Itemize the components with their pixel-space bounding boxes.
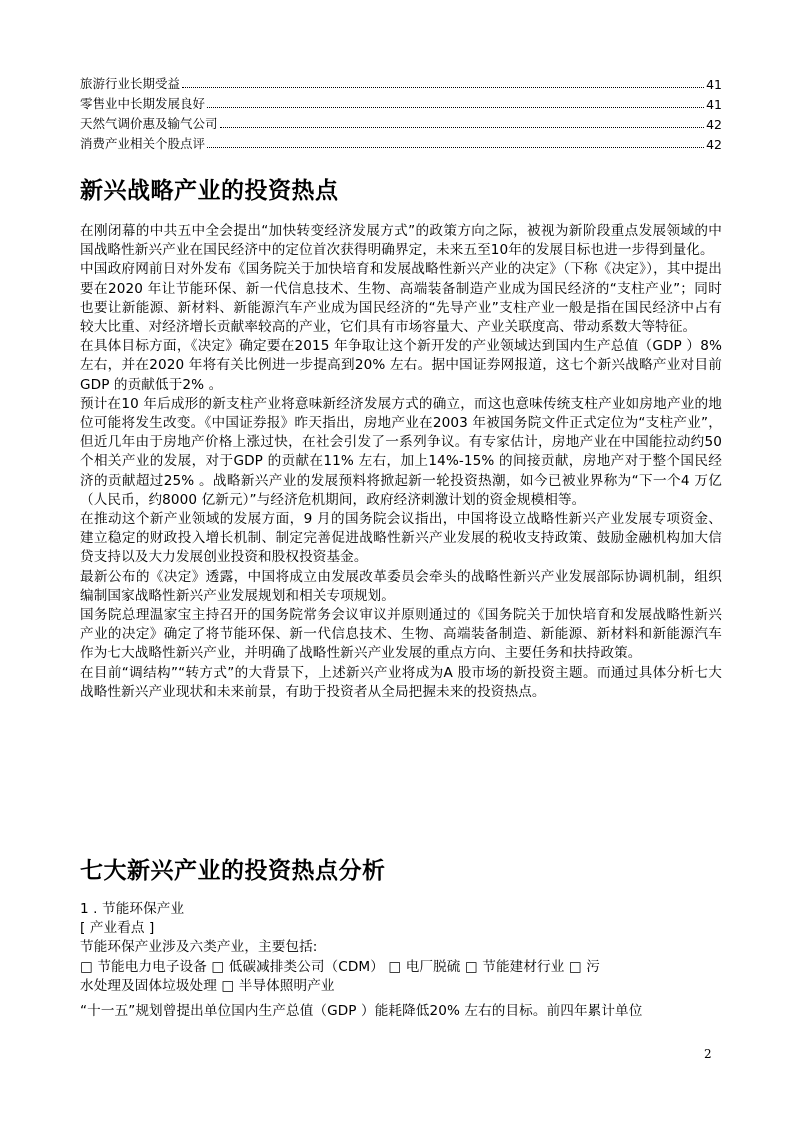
paragraph: 国务院总理温家宝主持召开的国务院常务会议审议并原则通过的《国务院关于加快培育和发展战略性新兴产业的决定》确定了将节能环保、新一代信息技术、生物、高端装备制造、新能源、新材料和新能源汽车作为七大战略性新兴产业，并明确了战略性新兴产业发展的重点方向、主要任务和扶持政策。 (80, 607, 722, 662)
table-of-contents (80, 72, 722, 152)
tag-label: [ 产业看点 ] (80, 920, 155, 937)
toc-entry-page: 42 (706, 137, 722, 152)
toc-entry-page: 41 (706, 97, 722, 112)
toc-entry-title[interactable]: 旅游行业长期受益 (80, 76, 181, 91)
section-heading-emerging-industries: 新兴战略产业的投资热点 (80, 177, 339, 204)
toc-leader-dots (220, 127, 705, 128)
toc-leader-dots (207, 147, 704, 148)
section-heading-seven-industries: 七大新兴产业的投资热点分析 (80, 857, 386, 884)
paragraph: 最新公布的《决定》透露，中国将成立由发展改革委员会牵头的战略性新兴产业发展部际协调机制，组织编制国家战略性新兴产业发展规划和相关专项规划。 (80, 568, 722, 604)
paragraph: 在推动这个新产业领域的发展方面，9 月的国务院会议指出，中国将设立战略性新兴产业发展专项资金、建立稳定的财政投入增长机制、制定完善促进战略性新兴产业发展的税收支持政策、鼓励金融机构加大信贷支持以及大力发展创业投资和股权投资基金。 (80, 511, 722, 566)
toc-entry-page: 41 (706, 77, 722, 92)
toc-entry-title[interactable]: 零售业中长期发展良好 (80, 96, 206, 111)
paragraph: 预计在10 年后成形的新支柱产业将意味新经济发展方式的确立，而这也意味传统支柱产业如房地产业的地位可能将发生改变。《中国证券报》昨天指出，房地产业在2003 年被国务院文件正式定位为“支柱产业”，但近几年由于房地产价格上涨过快，在社会引发了一系列争议。有专家估计，房地产业在中国能拉动约50 个相关产业的发展，对于GDP 的贡献在11% 左右，加上14%-15% 的间接贡献，房地产对于整个国民经济的贡献超过25% 。战略新兴产业的发展预料将掀起新一轮投资热潮，如今已被业界称为“下一个4 万亿（人民币，约8000 亿新元）”与经济危机期间，政府经济刺激计划的资金规模相等。 (80, 395, 722, 508)
toc-entry-title[interactable]: 消费产业相关个股点评 (80, 136, 206, 151)
toc-entry[interactable] (80, 132, 722, 152)
paragraph: 在目前“调结构”“转方式”的大背景下，上述新兴产业将成为A 股市场的新投资主题。而通过具体分析七大战略性新兴产业现状和未来前景，有助于投资者从全局把握未来的投资热点。 (80, 664, 722, 700)
checklist-line: □ 节能电力电子设备 □ 低碳减排类公司（CDM） □ 电厂脱硫 □ 节能建材行业 □ 污 (80, 958, 600, 975)
toc-entry-page: 42 (706, 117, 722, 132)
page-number: 2 (704, 1047, 712, 1061)
checklist-line: 水处理及固体垃圾处理 □ 半导体照明产业 (80, 977, 335, 994)
paragraph: 中国政府网前日对外发布《国务院关于加快培育和发展战略性新兴产业的决定》（下称《决定》），其中提出要在2020 年让节能环保、新一代信息技术、生物、高端装备制造产业成为国民经济的“支柱产业”；同时也要让新能源、新材料、新能源汽车产业成为国民经济的“先导产业”支柱产业一般是指在国民经济中占有较大比重、对经济增长贡献率较高的产业，它们具有市场容量大、产业关联度高、带动系数大等特征。 (80, 261, 722, 336)
section-body-emerging-industries (80, 222, 722, 702)
item-title: 1 . 节能环保产业 (80, 901, 185, 917)
paragraph: “十一五”规划曾提出单位国内生产总值（GDP ）能耗降低20% 左右的目标。前四年累计单位 (80, 1003, 643, 1020)
toc-entry[interactable] (80, 72, 722, 92)
toc-entry[interactable] (80, 112, 722, 132)
intro-text: 节能环保产业涉及六类产业，主要包括: (80, 939, 318, 956)
toc-entry[interactable] (80, 92, 722, 112)
section-body-seven-industries (80, 900, 722, 1021)
toc-entry-title[interactable]: 天然气调价惠及输气公司 (80, 116, 218, 131)
paragraph: 在具体目标方面，《决定》确定要在2015 年争取让这个新开发的产业领域达到国内生产总值（GDP ）8% 左右，并在2020 年将有关比例进一步提高到20% 左右。据中国证券网报道，这七个新兴战略产业对目前GDP 的贡献低于2% 。 (80, 338, 722, 393)
toc-leader-dots (182, 87, 704, 88)
toc-leader-dots (207, 107, 704, 108)
paragraph: 在刚闭幕的中共五中全会提出“加快转变经济发展方式”的政策方向之际，被视为新阶段重点发展领域的中国战略性新兴产业在国民经济中的定位首次获得明确界定，未来五至10年的发展目标也进一步得到量化。 (80, 223, 722, 259)
